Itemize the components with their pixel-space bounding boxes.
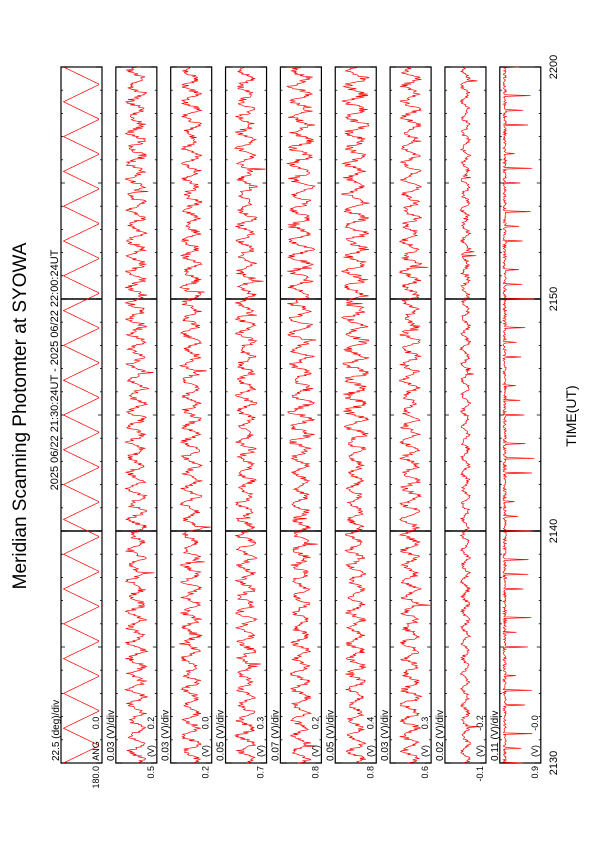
scale-label: 0.03 (V)/div [105,709,117,761]
y-tick-top: 0.7 [255,766,266,779]
y-axis-unit: (V) [420,745,431,757]
y-tick-bottom: 0.3 [420,716,431,730]
chart-title: Meridian Scanning Photomter at SYOWA [10,242,31,590]
x-tick-label: 2130 [547,750,560,776]
scale-label: 0.07 (V)/div [270,709,282,761]
y-axis-unit: (V) [529,745,540,757]
y-axis-unit: (V) [310,745,321,757]
y-tick-bottom: -0.0 [529,715,540,731]
y-tick-bottom: 0.0 [200,716,211,730]
x-tick-label: 2140 [547,518,560,544]
x-tick-label: 2200 [547,54,560,80]
y-tick-top: 0.2 [200,766,211,779]
date-range-label: 2025 06/22 21:30:24UT - 2025 06/22 22:00:24UT [49,249,61,491]
y-tick-bottom: 0.2 [310,716,321,730]
x-tick-label: 2150 [547,286,560,312]
x-axis-title: TIME(UT) [563,385,579,447]
y-tick-top: 0.6 [420,766,431,779]
y-tick-bottom: 0.4 [365,716,376,730]
y-tick-top: 180.0 [91,766,101,789]
scale-label: 0.03 (V)/div [380,709,392,761]
scale-label: 0.05 (V)/div [325,709,337,761]
y-tick-top: 0.9 [529,766,540,779]
y-axis-unit: (V) [365,745,376,757]
y-tick-top: 0.8 [310,766,321,779]
y-axis-unit: (V) [200,745,211,757]
scale-label: 0.05 (V)/div [215,709,227,761]
scale-label: 0.11 (V)/div [489,710,501,761]
y-tick-top: -0.1 [474,766,485,782]
y-tick-bottom: 0.3 [255,716,266,730]
y-axis-unit: (V) [145,745,156,757]
y-axis-unit: (V) [255,745,266,757]
y-tick-bottom: -0.2 [474,715,485,731]
y-tick-bottom: 0.2 [145,716,156,730]
y-axis-unit: ANG [91,741,101,761]
scale-label: 0.03 (V)/div [160,709,172,761]
scale-label: 22.5 (deg)/div [51,699,62,761]
y-tick-top: 0.5 [145,766,156,779]
y-axis-unit: (V) [474,745,485,757]
scale-label: 0.02 (V)/div [434,709,446,761]
y-tick-bottom: 0.0 [91,716,101,730]
y-tick-top: 0.8 [365,766,376,779]
